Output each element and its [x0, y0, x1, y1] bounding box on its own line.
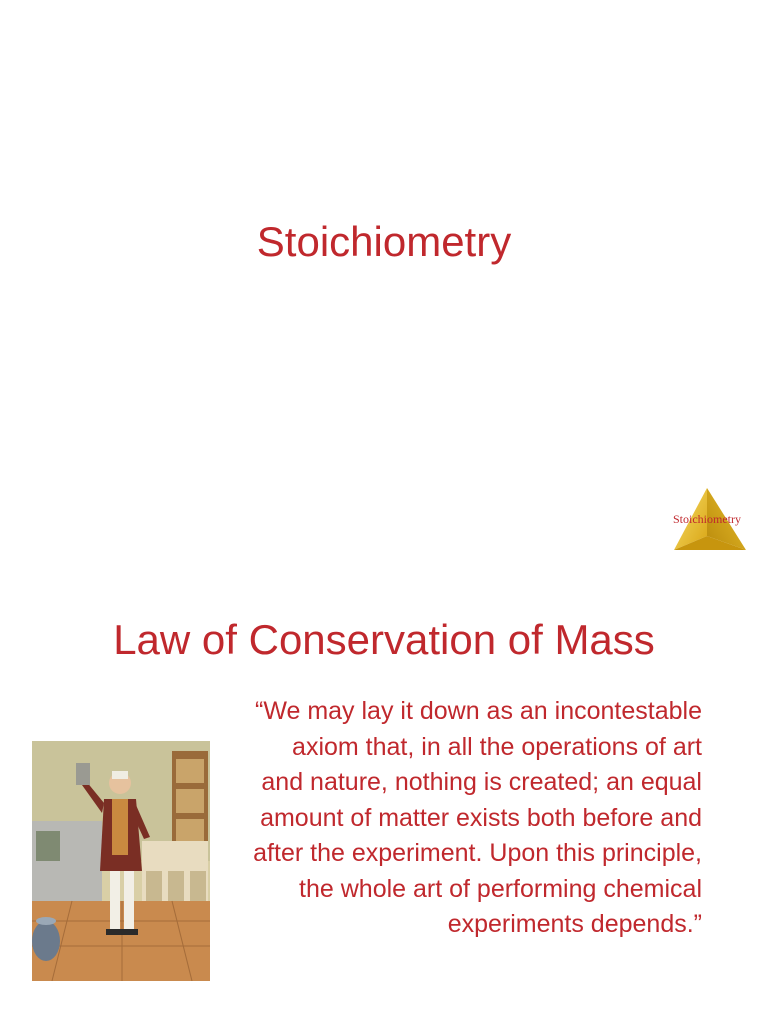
- slide-heading: Law of Conservation of Mass: [113, 616, 655, 663]
- slide-law-of-conservation: [0, 576, 768, 1024]
- stoichiometry-logo: [656, 484, 758, 558]
- lavoisier-quote: “We may lay it down as an incontestable axiom that, in all the operations of art and nature, nothing is created; an equal amount of matter exists both before and after the experiment. Upon this principle, the whole art of performing chemical experiments depends.”: [253, 697, 702, 938]
- scientist-in-laboratory-illustration: [32, 741, 210, 981]
- slide-title-heading: Stoichiometry: [256, 218, 512, 265]
- logo-label: Stoichiometry: [673, 512, 741, 526]
